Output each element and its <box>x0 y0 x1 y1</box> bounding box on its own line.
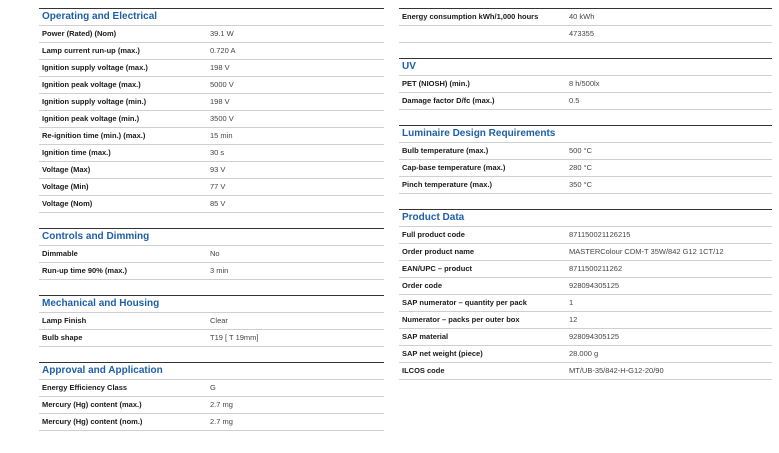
spec-label: Numerator – packs per outer box <box>402 315 520 324</box>
spec-label: Ignition supply voltage (max.) <box>42 63 148 72</box>
spec-row <box>399 329 772 346</box>
spec-row <box>39 26 384 43</box>
section-title: Controls and Dimming <box>39 229 384 246</box>
spec-value: 871150021126215 <box>569 230 631 239</box>
spec-label: Run-up time 90% (max.) <box>42 266 128 275</box>
spec-label: Power (Rated) (Nom) <box>42 29 117 38</box>
spec-value: G <box>210 383 216 392</box>
spec-label: Dimmable <box>42 249 78 258</box>
spec-label: PET (NIOSH) (min.) <box>402 79 470 88</box>
spec-label: SAP net weight (piece) <box>402 349 483 358</box>
spec-value: No <box>210 249 220 258</box>
spec-row <box>39 414 384 431</box>
spec-section-continued <box>399 8 772 43</box>
spec-row <box>39 196 384 213</box>
spec-value: 1 <box>569 298 574 307</box>
spec-label: Full product code <box>402 230 465 239</box>
spec-row <box>399 295 772 312</box>
spec-value: T19 [ T 19mm] <box>210 333 259 342</box>
spec-value: 85 V <box>210 199 226 208</box>
spec-section-operating-and-electrical <box>39 8 384 213</box>
spec-section-controls-and-dimming <box>39 228 384 280</box>
spec-row <box>39 380 384 397</box>
spec-value: MASTERColour CDM-T 35W/842 G12 1CT/12 <box>569 247 724 256</box>
spec-label: SAP material <box>402 332 449 341</box>
spec-row <box>399 160 772 177</box>
spec-section-product-data <box>399 209 772 380</box>
left-spec-column <box>39 8 384 446</box>
spec-value: 500 °C <box>569 146 593 155</box>
spec-row <box>39 43 384 60</box>
spec-value: 0.720 A <box>210 46 236 55</box>
spec-value: 40 kWh <box>569 12 595 21</box>
spec-label: Energy consumption kWh/1,000 hours <box>402 12 539 21</box>
spec-row <box>399 143 772 160</box>
spec-row <box>399 261 772 278</box>
spec-label: Ignition peak voltage (min.) <box>42 114 140 123</box>
spec-row <box>399 26 772 43</box>
spec-value: 8 h/500lx <box>569 79 600 88</box>
spec-label <box>399 26 569 42</box>
spec-value: Clear <box>210 316 228 325</box>
spec-row <box>399 93 772 110</box>
spec-row <box>39 246 384 263</box>
spec-label: EAN/UPC – product <box>402 264 473 273</box>
spec-value: 198 V <box>210 97 230 106</box>
spec-label: Cap-base temperature (max.) <box>402 163 506 172</box>
section-title: Operating and Electrical <box>39 9 384 26</box>
spec-value: 12 <box>569 315 578 324</box>
spec-label: Lamp Finish <box>42 316 87 325</box>
section-title: Luminaire Design Requirements <box>399 126 772 143</box>
spec-label: Ignition peak voltage (max.) <box>42 80 141 89</box>
spec-label: Damage factor D/fc (max.) <box>402 96 495 105</box>
spec-row <box>39 77 384 94</box>
spec-value: 928094305125 <box>569 332 620 341</box>
right-spec-column <box>399 8 772 395</box>
spec-value: 473355 <box>569 29 595 38</box>
spec-row <box>39 330 384 347</box>
spec-row <box>39 94 384 111</box>
spec-value: 2.7 mg <box>210 400 233 409</box>
spec-value: 280 °C <box>569 163 593 172</box>
spec-value: 93 V <box>210 165 226 174</box>
spec-label: Ignition time (max.) <box>42 148 111 157</box>
spec-section-uv <box>399 58 772 110</box>
spec-label: Lamp current run-up (max.) <box>42 46 140 55</box>
spec-row <box>39 128 384 145</box>
spec-value: 30 s <box>210 148 225 157</box>
spec-value: 350 °C <box>569 180 593 189</box>
spec-label: Energy Efficiency Class <box>42 383 128 392</box>
spec-label: Voltage (Min) <box>42 182 89 191</box>
section-title: UV <box>399 59 772 76</box>
spec-value: 39.1 W <box>210 29 234 38</box>
spec-label: ILCOS code <box>402 366 445 375</box>
spec-value: 77 V <box>210 182 226 191</box>
spec-label: Mercury (Hg) content (max.) <box>42 400 142 409</box>
spec-label: Order product name <box>402 247 475 256</box>
spec-value: 3500 V <box>210 114 234 123</box>
spec-row <box>39 263 384 280</box>
spec-value: 8711500211262 <box>569 264 623 273</box>
spec-label: Pinch temperature (max.) <box>402 180 493 189</box>
spec-label: Bulb shape <box>42 333 83 342</box>
spec-row <box>399 363 772 380</box>
spec-section-mechanical-and-housing <box>39 295 384 347</box>
spec-value: 0.5 <box>569 96 580 105</box>
spec-row <box>399 76 772 93</box>
spec-row <box>399 244 772 261</box>
spec-value: 928094305125 <box>569 281 620 290</box>
spec-label: Bulb temperature (max.) <box>402 146 489 155</box>
spec-row <box>39 313 384 330</box>
spec-row <box>39 162 384 179</box>
spec-row <box>399 177 772 194</box>
spec-label: SAP numerator – quantity per pack <box>402 298 527 307</box>
section-title: Product Data <box>399 210 772 227</box>
spec-row <box>399 227 772 244</box>
spec-label: Mercury (Hg) content (nom.) <box>42 417 143 426</box>
spec-row <box>399 346 772 363</box>
spec-row <box>39 145 384 162</box>
section-title: Approval and Application <box>39 363 384 380</box>
spec-value: 28.000 g <box>569 349 599 358</box>
spec-value: MT/UB-35/842-H-G12-20/90 <box>569 366 664 375</box>
spec-row <box>399 278 772 295</box>
spec-label: Re-ignition time (min.) (max.) <box>42 131 146 140</box>
spec-row <box>399 9 772 26</box>
spec-value: 3 min <box>210 266 229 275</box>
spec-label: Order code <box>402 281 443 290</box>
spec-value: 5000 V <box>210 80 234 89</box>
spec-value: 2.7 mg <box>210 417 233 426</box>
spec-label: Ignition supply voltage (min.) <box>42 97 147 106</box>
spec-row <box>39 60 384 77</box>
section-title: Mechanical and Housing <box>39 296 384 313</box>
spec-row <box>39 179 384 196</box>
spec-label: Voltage (Nom) <box>42 199 93 208</box>
spec-value: 15 min <box>210 131 233 140</box>
spec-row <box>399 312 772 329</box>
spec-section-approval-and-application <box>39 362 384 431</box>
spec-section-luminaire-design-requirements <box>399 125 772 194</box>
spec-row <box>39 111 384 128</box>
spec-value: 198 V <box>210 63 230 72</box>
spec-label: Voltage (Max) <box>42 165 91 174</box>
spec-row <box>39 397 384 414</box>
